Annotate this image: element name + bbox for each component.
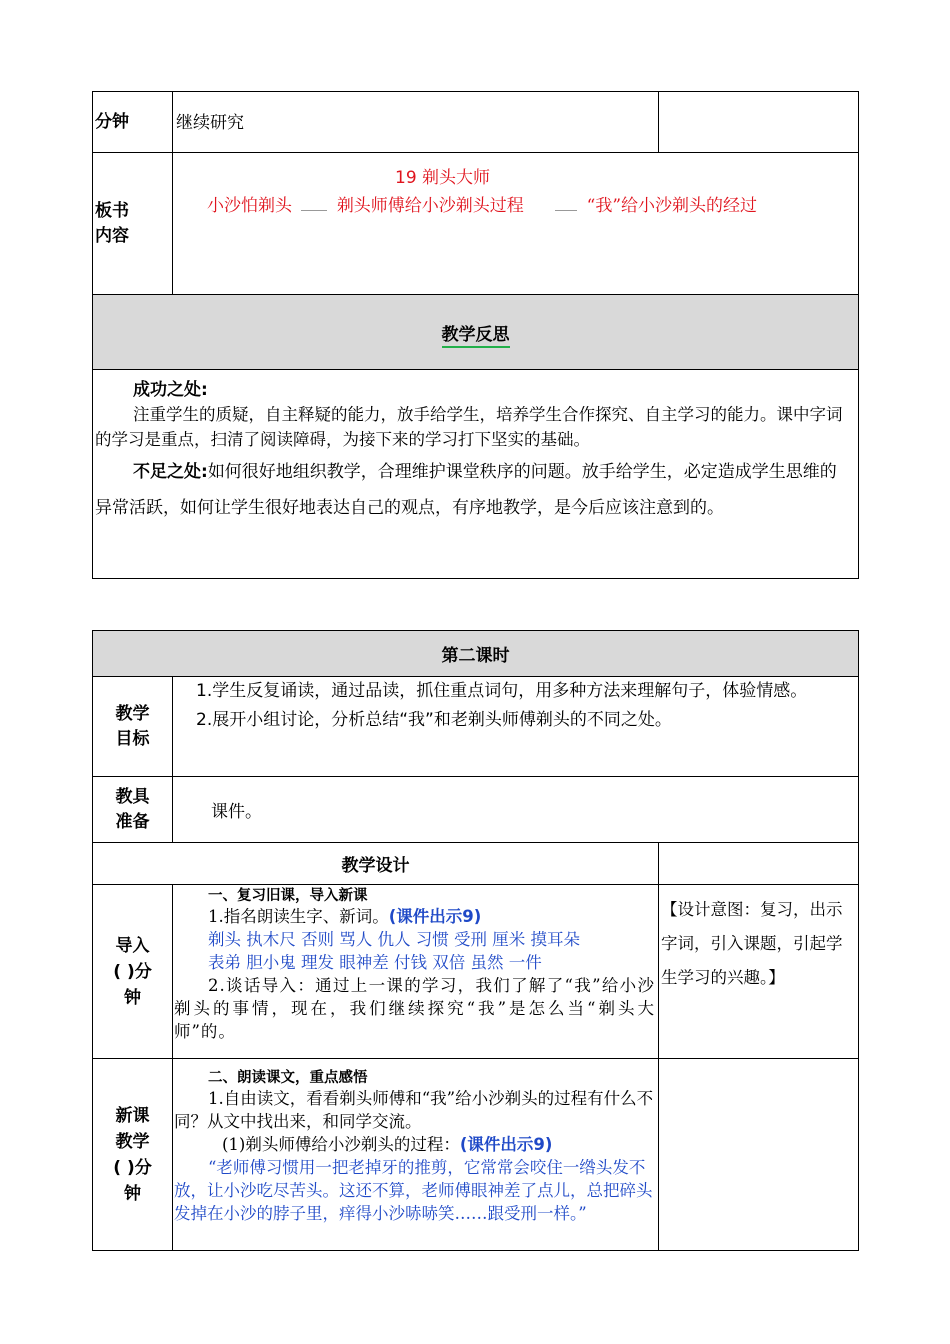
deficit-label: 不足之处: bbox=[133, 462, 208, 482]
board-connector-line-2 bbox=[555, 210, 577, 211]
goal-label-line2: 目标 bbox=[115, 728, 150, 749]
new-title: 二、朗读课文，重点感悟 bbox=[208, 1070, 368, 1086]
second-period-header-cell bbox=[93, 631, 859, 677]
intro-1-hint: (课件出示9) bbox=[388, 907, 482, 926]
design-header-cell bbox=[93, 843, 659, 885]
success-label: 成功之处: bbox=[133, 380, 208, 400]
new-quote: “老师傅习惯用一把老掉牙的推剪，它常常会咬住一绺头发不放，让小沙吃尽苦头。这还不算，老师傅眼神差了点儿，总把碎头发掉在小沙的脖子里，痒得小沙哧哧笑……跟受刑一样。” bbox=[174, 1158, 653, 1223]
intro-label bbox=[93, 933, 172, 1011]
minutes-label: 分钟 bbox=[95, 112, 129, 132]
intro-note-cell bbox=[659, 885, 859, 1059]
design-header: 教学设计 bbox=[341, 856, 410, 876]
intro-label-line3: 钟 bbox=[124, 987, 141, 1008]
new-label bbox=[93, 1103, 172, 1207]
tools-content: 课件。 bbox=[211, 802, 262, 822]
intro-1 bbox=[174, 905, 655, 928]
board-label-line2: 内容 bbox=[95, 225, 129, 246]
new-sub1-hint: (课件出示9) bbox=[459, 1135, 553, 1154]
board-item-1: 小沙怕剃头 bbox=[207, 196, 292, 216]
intro-label-cell bbox=[93, 885, 173, 1059]
board-label bbox=[95, 199, 172, 249]
lesson-table-part2 bbox=[92, 630, 859, 1251]
board-connector-line-1 bbox=[301, 210, 327, 211]
goal-label-line1: 教学 bbox=[115, 703, 150, 724]
deficit-paragraph bbox=[95, 454, 844, 526]
minutes-label-cell bbox=[93, 92, 173, 153]
intro-note: 【设计意图：复习，出示字词，引入课题，引起学生学习的兴趣。】 bbox=[661, 900, 843, 987]
tools-label-cell bbox=[93, 777, 173, 843]
tools-content-cell bbox=[173, 777, 859, 843]
reflection-content-cell bbox=[93, 370, 859, 579]
goal-content-cell bbox=[173, 677, 859, 777]
new-content-cell bbox=[173, 1059, 659, 1251]
board-items bbox=[207, 191, 757, 216]
board-label-line1: 板书 bbox=[95, 200, 129, 221]
words-line-1: 剃头 执木尺 否则 骂人 仇人 习惯 受刑 厘米 摸耳朵 bbox=[208, 930, 580, 949]
reflection-header: 教学反思 bbox=[442, 325, 510, 348]
new-label-line3: ( )分 bbox=[113, 1157, 152, 1178]
new-label-line1: 新课 bbox=[115, 1105, 150, 1126]
goal-2: 2.展开小组讨论，分析总结“我”和老剃头师傅剃头的不同之处。 bbox=[196, 710, 672, 730]
intro-2: 2.谈话导入：通过上一课的学习，我们了解了“我”给小沙剃头的事情，现在，我们继续探究“我”是怎么当“剃头大师”的。 bbox=[174, 976, 655, 1041]
continue-study-cell bbox=[173, 92, 659, 153]
new-sub1 bbox=[174, 1133, 655, 1156]
new-sub1-text: (1)剃头师傅给小沙剃头的过程： bbox=[222, 1135, 460, 1154]
continue-study-text: 继续研究 bbox=[176, 113, 244, 133]
reflection-header-cell bbox=[93, 295, 859, 370]
board-content-cell bbox=[173, 153, 859, 295]
success-text: 注重学生的质疑，自主释疑的能力，放手给学生，培养学生合作探究、自主学习的能力。课中字词的学习是重点，扫清了阅读障碍，为接下来的学习打下坚实的基础。 bbox=[95, 405, 843, 449]
new-label-cell bbox=[93, 1059, 173, 1251]
deficit-text: 如何很好地组织教学，合理维护课堂秩序的问题。放手给学生，必定造成学生思维的异常活跃，如何让学生很好地表达自己的观点，有序地教学，是今后应该注意到的。 bbox=[95, 462, 837, 518]
design-header-empty bbox=[659, 843, 859, 885]
goal-1: 1.学生反复诵读，通过品读，抓住重点词句，用多种方法来理解句子，体验情感。 bbox=[196, 681, 808, 701]
goal-label-cell bbox=[93, 677, 173, 777]
intro-content-cell bbox=[173, 885, 659, 1059]
tools-label-line2: 准备 bbox=[115, 811, 150, 832]
goal-label bbox=[93, 702, 172, 752]
lesson-table-part1 bbox=[92, 91, 859, 579]
board-title: 19 剃头大师 bbox=[395, 168, 491, 188]
board-item-3: “我”给小沙剃头的经过 bbox=[586, 196, 758, 216]
tools-label bbox=[93, 785, 172, 835]
new-1: 1.自由读文，看看剃头师傅和“我”给小沙剃头的过程有什么不同？从文中找出来，和同学交流。 bbox=[174, 1089, 654, 1131]
second-period-header: 第二课时 bbox=[441, 646, 510, 666]
intro-title: 一、复习旧课，导入新课 bbox=[208, 888, 368, 904]
tools-label-line1: 教具 bbox=[115, 786, 150, 807]
board-item-2: 剃头师傅给小沙剃头过程 bbox=[336, 196, 524, 216]
intro-label-line1: 导入 bbox=[115, 935, 150, 956]
board-label-cell bbox=[93, 153, 173, 295]
intro-1-text: 1.指名朗读生字、新词。 bbox=[208, 907, 389, 926]
words-line-2: 表弟 胆小鬼 理发 眼神差 付钱 双倍 虽然 一件 bbox=[208, 953, 542, 972]
new-label-line4: 钟 bbox=[124, 1183, 141, 1204]
intro-label-line2: ( )分 bbox=[113, 961, 152, 982]
new-note-cell bbox=[659, 1059, 859, 1251]
new-label-line2: 教学 bbox=[115, 1131, 150, 1152]
empty-cell bbox=[659, 92, 859, 153]
